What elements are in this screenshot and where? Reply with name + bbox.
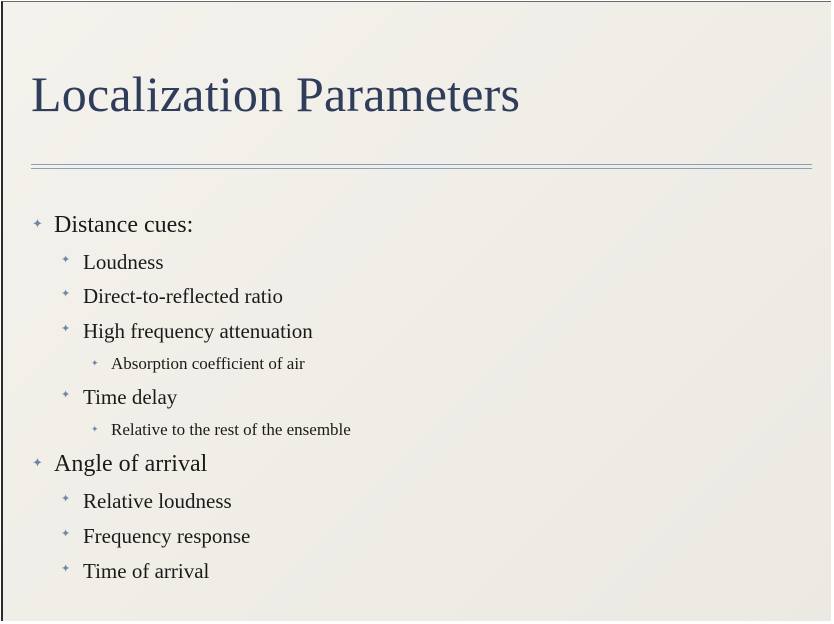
- bullet-item-direct-to-reflected: [61, 283, 283, 309]
- bullet-item-distance-cues: [32, 211, 194, 239]
- bullet-icon: ✦: [61, 254, 71, 266]
- title-divider-bottom: [31, 168, 812, 169]
- bullet-icon: ✦: [61, 563, 71, 575]
- slide: [1, 1, 831, 621]
- bullet-label: Frequency response: [83, 524, 251, 548]
- title-divider-top: [31, 164, 812, 165]
- bullet-icon: ✦: [61, 493, 71, 505]
- bullet-icon: ✦: [61, 288, 71, 300]
- bullet-icon: ✦: [91, 424, 99, 434]
- slide-title: Localization Parameters: [31, 66, 521, 122]
- bullet-label: Time of arrival: [83, 559, 210, 583]
- bullet-label: Direct-to-reflected ratio: [83, 284, 283, 308]
- bullet-label: High frequency attenuation: [83, 319, 313, 343]
- bullet-item-time-delay: [61, 384, 178, 410]
- bullet-icon: ✦: [61, 323, 71, 335]
- bullet-label: Angle of arrival: [54, 451, 208, 477]
- bullet-item-time-of-arrival: [61, 558, 210, 584]
- bullet-label: Time delay: [83, 385, 178, 409]
- bullet-item-frequency-response: [61, 523, 251, 549]
- bullet-icon: ✦: [32, 455, 43, 470]
- bullet-item-relative-ensemble: [91, 419, 351, 441]
- bullet-icon: ✦: [32, 216, 43, 231]
- bullet-item-angle-of-arrival: [32, 450, 208, 478]
- bullet-icon: ✦: [61, 389, 71, 401]
- bullet-label: Distance cues:: [54, 212, 194, 238]
- bullet-label: Loudness: [83, 250, 164, 274]
- bullet-label: Relative loudness: [83, 489, 232, 513]
- bullet-item-relative-loudness: [61, 488, 232, 514]
- bullet-item-loudness: [61, 249, 164, 275]
- bullet-item-absorption: [91, 353, 305, 375]
- bullet-icon: ✦: [61, 528, 71, 540]
- bullet-item-high-frequency: [61, 318, 313, 344]
- bullet-icon: ✦: [91, 358, 99, 368]
- bullet-label: Absorption coefficient of air: [111, 354, 305, 373]
- bullet-label: Relative to the rest of the ensemble: [111, 420, 351, 439]
